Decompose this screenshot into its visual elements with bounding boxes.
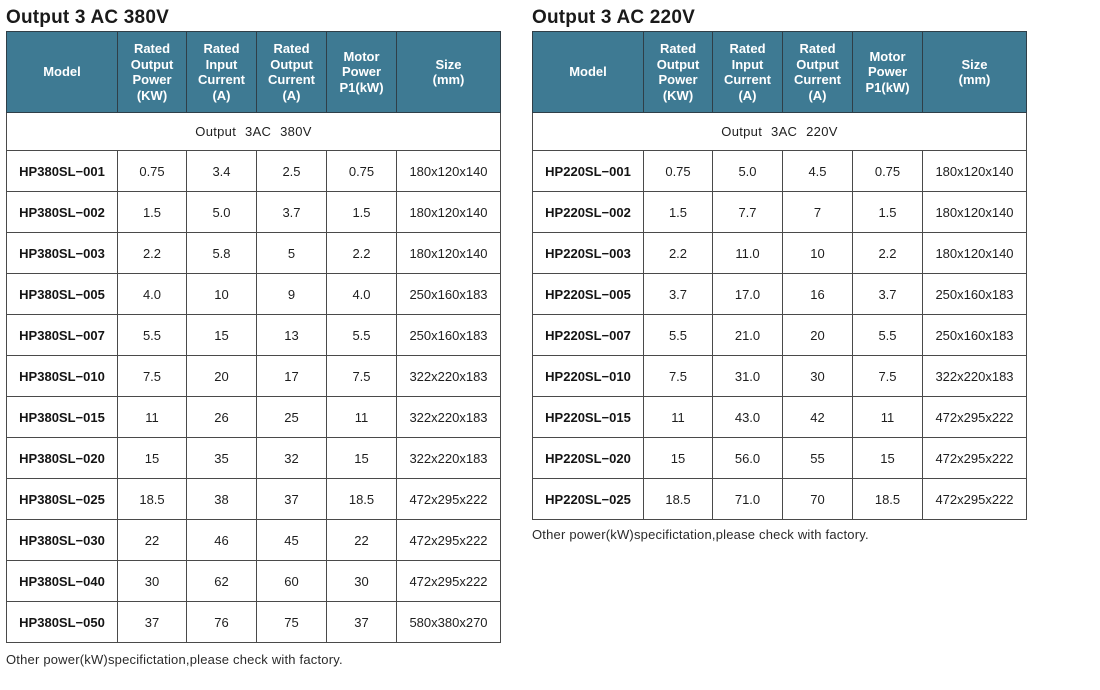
cell-motor-power: 7.5 xyxy=(327,356,397,397)
table-row xyxy=(7,151,501,192)
table-row xyxy=(533,151,1027,192)
cell-rated-output-current: 75 xyxy=(257,602,327,643)
table-row xyxy=(533,479,1027,520)
cell-rated-input-current: 62 xyxy=(187,561,257,602)
header-motor-power: Motor Power P1(kW) xyxy=(853,32,923,113)
cell-rated-output-power: 15 xyxy=(118,438,187,479)
cell-rated-input-current: 17.0 xyxy=(713,274,783,315)
cell-model: HP380SL−020 xyxy=(7,438,118,479)
cell-motor-power: 22 xyxy=(327,520,397,561)
table-row xyxy=(533,315,1027,356)
cell-size: 472x295x222 xyxy=(923,397,1027,438)
cell-rated-input-current: 10 xyxy=(187,274,257,315)
cell-rated-output-power: 15 xyxy=(644,438,713,479)
cell-size: 472x295x222 xyxy=(397,561,501,602)
cell-rated-output-current: 17 xyxy=(257,356,327,397)
cell-rated-output-power: 11 xyxy=(118,397,187,438)
header-model: Model xyxy=(533,32,644,113)
cell-rated-output-current: 32 xyxy=(257,438,327,479)
cell-motor-power: 1.5 xyxy=(853,192,923,233)
cell-rated-output-power: 30 xyxy=(118,561,187,602)
cell-model: HP380SL−015 xyxy=(7,397,118,438)
cell-rated-input-current: 15 xyxy=(187,315,257,356)
cell-size: 180x120x140 xyxy=(923,192,1027,233)
cell-rated-output-power: 0.75 xyxy=(118,151,187,192)
cell-rated-output-current: 25 xyxy=(257,397,327,438)
cell-rated-output-power: 22 xyxy=(118,520,187,561)
table-row xyxy=(7,520,501,561)
cell-size: 322x220x183 xyxy=(397,356,501,397)
cell-rated-output-power: 5.5 xyxy=(644,315,713,356)
cell-rated-output-current: 37 xyxy=(257,479,327,520)
cell-motor-power: 15 xyxy=(853,438,923,479)
cell-size: 250x160x183 xyxy=(397,274,501,315)
cell-rated-output-current: 13 xyxy=(257,315,327,356)
band-row xyxy=(533,113,1027,151)
cell-rated-output-power: 0.75 xyxy=(644,151,713,192)
cell-rated-output-current: 2.5 xyxy=(257,151,327,192)
cell-rated-output-power: 7.5 xyxy=(644,356,713,397)
table-row xyxy=(533,192,1027,233)
header-rated-output-power: Rated Output Power (KW) xyxy=(118,32,187,113)
header-motor-power: Motor Power P1(kW) xyxy=(327,32,397,113)
cell-model: HP220SL−003 xyxy=(533,233,644,274)
cell-motor-power: 5.5 xyxy=(327,315,397,356)
table-380v-section xyxy=(6,6,501,643)
cell-motor-power: 30 xyxy=(327,561,397,602)
cell-size: 322x220x183 xyxy=(923,356,1027,397)
cell-rated-input-current: 3.4 xyxy=(187,151,257,192)
cell-rated-output-current: 16 xyxy=(783,274,853,315)
cell-size: 180x120x140 xyxy=(923,233,1027,274)
cell-motor-power: 4.0 xyxy=(327,274,397,315)
table-row xyxy=(7,274,501,315)
table-row xyxy=(7,356,501,397)
cell-rated-output-current: 42 xyxy=(783,397,853,438)
cell-rated-output-current: 55 xyxy=(783,438,853,479)
cell-size: 322x220x183 xyxy=(397,438,501,479)
cell-motor-power: 7.5 xyxy=(853,356,923,397)
cell-rated-output-current: 5 xyxy=(257,233,327,274)
cell-motor-power: 2.2 xyxy=(327,233,397,274)
cell-model: HP220SL−025 xyxy=(533,479,644,520)
cell-motor-power: 15 xyxy=(327,438,397,479)
cell-size: 472x295x222 xyxy=(923,438,1027,479)
header-rated-output-current: Rated Output Current (A) xyxy=(783,32,853,113)
cell-rated-input-current: 20 xyxy=(187,356,257,397)
cell-size: 250x160x183 xyxy=(923,315,1027,356)
cell-rated-output-power: 5.5 xyxy=(118,315,187,356)
cell-motor-power: 0.75 xyxy=(327,151,397,192)
cell-size: 580x380x270 xyxy=(397,602,501,643)
cell-model: HP380SL−005 xyxy=(7,274,118,315)
cell-size: 180x120x140 xyxy=(397,233,501,274)
cell-rated-output-current: 30 xyxy=(783,356,853,397)
cell-rated-output-power: 37 xyxy=(118,602,187,643)
cell-size: 472x295x222 xyxy=(923,479,1027,520)
cell-rated-output-current: 4.5 xyxy=(783,151,853,192)
cell-rated-input-current: 46 xyxy=(187,520,257,561)
cell-rated-input-current: 26 xyxy=(187,397,257,438)
cell-motor-power: 11 xyxy=(327,397,397,438)
footnote-220v: Other power(kW)specifictation,please check with factory. xyxy=(532,527,869,542)
cell-size: 322x220x183 xyxy=(397,397,501,438)
cell-rated-output-power: 1.5 xyxy=(644,192,713,233)
cell-motor-power: 1.5 xyxy=(327,192,397,233)
cell-rated-input-current: 5.0 xyxy=(713,151,783,192)
cell-rated-input-current: 56.0 xyxy=(713,438,783,479)
cell-size: 250x160x183 xyxy=(397,315,501,356)
cell-rated-output-power: 3.7 xyxy=(644,274,713,315)
table-row xyxy=(533,397,1027,438)
cell-rated-output-current: 70 xyxy=(783,479,853,520)
header-rated-input-current: Rated Input Current (A) xyxy=(713,32,783,113)
band-row xyxy=(7,113,501,151)
cell-motor-power: 11 xyxy=(853,397,923,438)
cell-motor-power: 18.5 xyxy=(327,479,397,520)
table-row xyxy=(7,233,501,274)
band-label: Output 3AC 220V xyxy=(533,113,1027,151)
cell-rated-output-current: 45 xyxy=(257,520,327,561)
cell-rated-input-current: 76 xyxy=(187,602,257,643)
cell-motor-power: 2.2 xyxy=(853,233,923,274)
cell-rated-input-current: 5.8 xyxy=(187,233,257,274)
cell-model: HP380SL−040 xyxy=(7,561,118,602)
section-title-380v: Output 3 AC 380V xyxy=(6,7,169,28)
cell-model: HP380SL−010 xyxy=(7,356,118,397)
cell-model: HP220SL−005 xyxy=(533,274,644,315)
cell-model: HP380SL−003 xyxy=(7,233,118,274)
cell-motor-power: 5.5 xyxy=(853,315,923,356)
cell-rated-input-current: 35 xyxy=(187,438,257,479)
cell-size: 180x120x140 xyxy=(923,151,1027,192)
cell-rated-output-power: 18.5 xyxy=(644,479,713,520)
table-row xyxy=(533,274,1027,315)
table-row xyxy=(7,315,501,356)
cell-rated-output-current: 10 xyxy=(783,233,853,274)
cell-model: HP220SL−001 xyxy=(533,151,644,192)
cell-rated-output-current: 20 xyxy=(783,315,853,356)
cell-motor-power: 0.75 xyxy=(853,151,923,192)
header-size: Size (mm) xyxy=(923,32,1027,113)
cell-model: HP380SL−007 xyxy=(7,315,118,356)
table-row xyxy=(7,438,501,479)
cell-rated-output-power: 4.0 xyxy=(118,274,187,315)
cell-motor-power: 18.5 xyxy=(853,479,923,520)
table-row xyxy=(533,233,1027,274)
cell-rated-input-current: 11.0 xyxy=(713,233,783,274)
cell-rated-output-power: 7.5 xyxy=(118,356,187,397)
table-row xyxy=(7,602,501,643)
band-label: Output 3AC 380V xyxy=(7,113,501,151)
header-rated-output-power: Rated Output Power (KW) xyxy=(644,32,713,113)
cell-model: HP380SL−002 xyxy=(7,192,118,233)
cell-size: 180x120x140 xyxy=(397,192,501,233)
cell-model: HP380SL−001 xyxy=(7,151,118,192)
cell-size: 250x160x183 xyxy=(923,274,1027,315)
table-row xyxy=(7,479,501,520)
header-rated-input-current: Rated Input Current (A) xyxy=(187,32,257,113)
cell-motor-power: 37 xyxy=(327,602,397,643)
cell-rated-input-current: 21.0 xyxy=(713,315,783,356)
cell-model: HP220SL−002 xyxy=(533,192,644,233)
table-row xyxy=(7,397,501,438)
table-220v-section xyxy=(532,6,1027,520)
cell-rated-input-current: 71.0 xyxy=(713,479,783,520)
spec-table-380v xyxy=(6,31,501,643)
cell-model: HP380SL−025 xyxy=(7,479,118,520)
cell-rated-input-current: 38 xyxy=(187,479,257,520)
cell-rated-output-power: 1.5 xyxy=(118,192,187,233)
footnote-380v: Other power(kW)specifictation,please check with factory. xyxy=(6,652,343,667)
section-title-220v: Output 3 AC 220V xyxy=(532,7,695,28)
header-rated-output-current: Rated Output Current (A) xyxy=(257,32,327,113)
header-row xyxy=(7,32,501,113)
cell-rated-output-current: 60 xyxy=(257,561,327,602)
cell-model: HP380SL−030 xyxy=(7,520,118,561)
cell-rated-input-current: 5.0 xyxy=(187,192,257,233)
table-row xyxy=(533,356,1027,397)
table-row xyxy=(7,192,501,233)
cell-model: HP220SL−007 xyxy=(533,315,644,356)
cell-rated-input-current: 7.7 xyxy=(713,192,783,233)
cell-rated-output-power: 18.5 xyxy=(118,479,187,520)
cell-rated-output-power: 11 xyxy=(644,397,713,438)
spec-table-220v xyxy=(532,31,1027,520)
cell-rated-output-current: 9 xyxy=(257,274,327,315)
cell-rated-output-current: 7 xyxy=(783,192,853,233)
cell-model: HP220SL−020 xyxy=(533,438,644,479)
table-row xyxy=(533,438,1027,479)
header-row xyxy=(533,32,1027,113)
cell-rated-output-current: 3.7 xyxy=(257,192,327,233)
cell-model: HP220SL−015 xyxy=(533,397,644,438)
cell-size: 180x120x140 xyxy=(397,151,501,192)
header-size: Size (mm) xyxy=(397,32,501,113)
cell-rated-input-current: 43.0 xyxy=(713,397,783,438)
cell-rated-input-current: 31.0 xyxy=(713,356,783,397)
table-row xyxy=(7,561,501,602)
cell-rated-output-power: 2.2 xyxy=(118,233,187,274)
cell-size: 472x295x222 xyxy=(397,479,501,520)
cell-model: HP380SL−050 xyxy=(7,602,118,643)
cell-rated-output-power: 2.2 xyxy=(644,233,713,274)
cell-size: 472x295x222 xyxy=(397,520,501,561)
cell-motor-power: 3.7 xyxy=(853,274,923,315)
header-model: Model xyxy=(7,32,118,113)
cell-model: HP220SL−010 xyxy=(533,356,644,397)
